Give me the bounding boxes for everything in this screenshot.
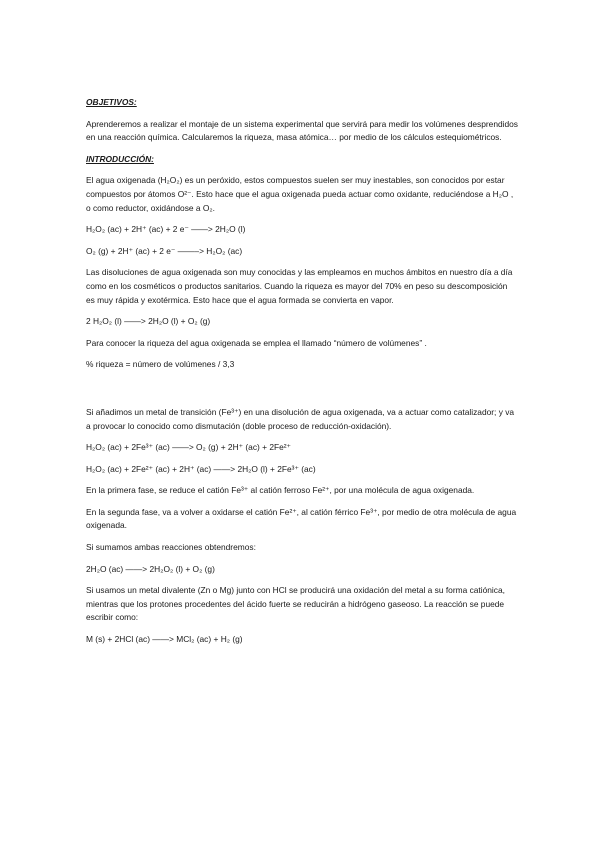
equation-4: H₂O₂ (ac) + 2Fe³⁺ (ac) ——> O₂ (g) + 2H⁺ (ac) + 2Fe²⁺ bbox=[86, 442, 291, 453]
intro-paragraph-7: Si sumamos ambas reacciones obtendremos: bbox=[86, 542, 256, 553]
riqueza-formula: % riqueza = número de volúmenes / 3,3 bbox=[86, 359, 235, 370]
intro-paragraph-8: Si usamos un metal divalente (Zn o Mg) junto con HCl se producirá una oxidación del metal a su forma catiónica, mientras que los protones procedentes del ácido fuerte se reducirán a hidrógeno gaseoso. La reacción se puede escribir como: bbox=[86, 585, 505, 623]
objetivos-paragraph: Aprenderemos a realizar el montaje de un sistema experimental que servirá para medir los volúmenes desprendidos en una reacción química. Calcularemos la riqueza, masa atómica… por medio de los cálculos estequiométricos. bbox=[86, 118, 518, 143]
introduccion-heading: INTRODUCCIÓN: bbox=[86, 153, 154, 164]
intro-paragraph-2: Las disoluciones de agua oxigenada son muy conocidas y las empleamos en muchos ámbitos en nuestro día a día como en los cosméticos o productos sanitarios. Cuando la riqueza es mayor del 70% en peso su descomposición es muy rápida y exotérmica. Esto hace que el agua formada se convierta en vapor. bbox=[86, 267, 513, 305]
equation-5: H₂O₂ (ac) + 2Fe²⁺ (ac) + 2H⁺ (ac) ——> 2H₂O (l) + 2Fe³⁺ (ac) bbox=[86, 463, 316, 474]
equation-1: H₂O₂ (ac) + 2H⁺ (ac) + 2 e⁻ ——> 2H₂O (l) bbox=[86, 224, 246, 235]
document-body bbox=[86, 96, 518, 655]
intro-paragraph-5: En la primera fase, se reduce el catión Fe³⁺ al catión ferroso Fe²⁺, por una molécula de agua oxigenada. bbox=[86, 485, 475, 496]
spacer bbox=[86, 380, 518, 406]
intro-paragraph-1: El agua oxigenada (H₂O₂) es un peróxido, estos compuestos suelen ser muy inestables, son conocidos por estar compuestos por átomos O²⁻. Esto hace que el agua oxigenada pueda actuar como oxidante, reduciéndose a H₂O , o como reductor, oxidándose a O₂. bbox=[86, 175, 514, 213]
intro-paragraph-3: Para conocer la riqueza del agua oxigenada se emplea el llamado “número de volúmenes” . bbox=[86, 337, 427, 348]
equation-7: M (s) + 2HCl (ac) ——> MCl₂ (ac) + H₂ (g) bbox=[86, 634, 243, 645]
intro-paragraph-6: En la segunda fase, va a volver a oxidarse el catión Fe²⁺, al catión férrico Fe³⁺, por medio de otra molécula de agua oxigenada. bbox=[86, 506, 517, 531]
equation-2: O₂ (g) + 2H⁺ (ac) + 2 e⁻ ——–> H₂O₂ (ac) bbox=[86, 245, 243, 256]
equation-6: 2H₂O (ac) ——> 2H₂O₂ (l) + O₂ (g) bbox=[86, 563, 215, 574]
objetivos-heading: OBJETIVOS: bbox=[86, 97, 137, 107]
intro-paragraph-4: Si añadimos un metal de transición (Fe³⁺) en una disolución de agua oxigenada, va a actuar como catalizador; y va a provocar lo conocido como dismutación (doble proceso de reducción-oxidación). bbox=[86, 406, 515, 431]
equation-3: 2 H₂O₂ (l) ——> 2H₂O (l) + O₂ (g) bbox=[86, 316, 211, 327]
